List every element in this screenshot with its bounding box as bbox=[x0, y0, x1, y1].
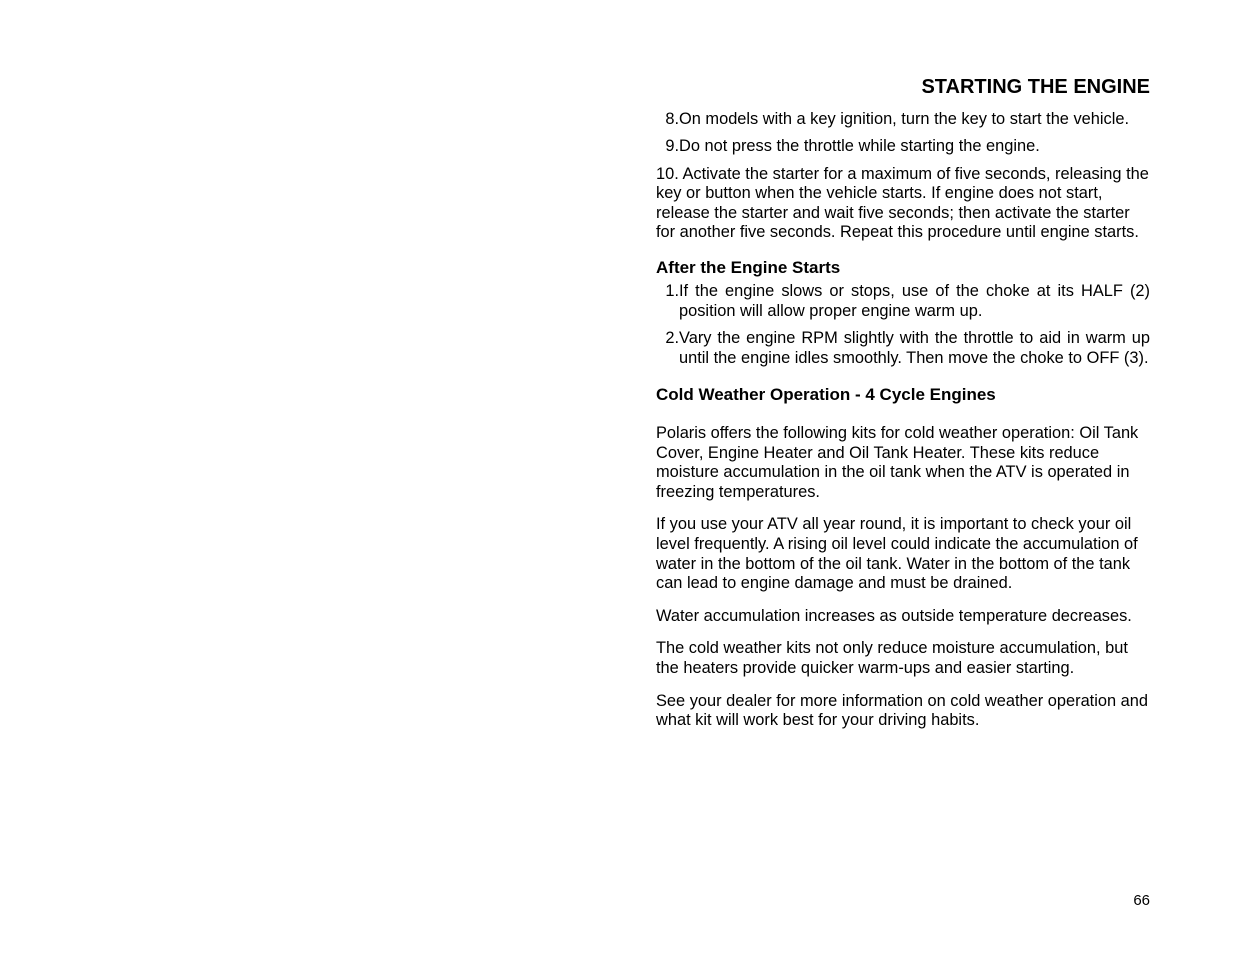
step-number: 1. bbox=[665, 282, 679, 301]
list-item bbox=[656, 137, 1150, 156]
cold-weather-heading: Cold Weather Operation - 4 Cycle Engines bbox=[656, 385, 996, 405]
step-number: 8. bbox=[665, 110, 679, 128]
after-start-steps-list bbox=[656, 282, 1150, 368]
step-text: Vary the engine RPM slightly with the throttle to aid in warm up until the engine idles smoothly. Then move the choke to OFF (3). bbox=[679, 329, 1150, 367]
step-text: If the engine slows or stops, use of the choke at its HALF (2) position will allow proper engine warm up. bbox=[679, 282, 1150, 320]
step-text: On models with a key ignition, turn the key to start the vehicle. bbox=[679, 110, 1130, 128]
list-item bbox=[656, 110, 1150, 129]
manual-page bbox=[656, 74, 1150, 744]
step-text: Do not press the throttle while starting the engine. bbox=[679, 137, 1040, 156]
page-number: 66 bbox=[1133, 892, 1150, 909]
step-text: Activate the starter for a maximum of five seconds, releasing the key or button when the vehicle starts. If engine does not start, release the starter and wait five seconds; then activate the starter for another five seconds. Repeat this procedure until engine starts. bbox=[656, 164, 1149, 242]
step-number: 9. bbox=[665, 137, 679, 156]
step-number: 2. bbox=[665, 329, 679, 348]
paragraph: The cold weather kits not only reduce moisture accumulation, but the heaters provide quicker warm-ups and easier starting. bbox=[656, 639, 1128, 677]
paragraph: If you use your ATV all year round, it is important to check your oil level frequently. A rising oil level could indicate the accumulation of water in the bottom of the oil tank. Water in the bottom of the tank can lead to engine damage and must be drained. bbox=[656, 515, 1138, 593]
list-item bbox=[656, 165, 1150, 243]
page-title: STARTING THE ENGINE bbox=[921, 76, 1150, 98]
step-number: 10. bbox=[656, 164, 679, 183]
list-item bbox=[656, 329, 1150, 368]
list-item bbox=[656, 282, 1150, 321]
paragraph: See your dealer for more information on cold weather operation and what kit will work best for your driving habits. bbox=[656, 691, 1149, 730]
after-engine-starts-heading: After the Engine Starts bbox=[656, 258, 841, 278]
paragraph: Polaris offers the following kits for cold weather operation: Oil Tank Cover, Engine Heater and Oil Tank Heater. These kits reduce moisture accumulation in the oil tank when the ATV is operated in freezing temperatures. bbox=[656, 424, 1139, 501]
starting-steps-list bbox=[656, 110, 1150, 242]
paragraph: Water accumulation increases as outside temperature decreases. bbox=[656, 606, 1132, 625]
